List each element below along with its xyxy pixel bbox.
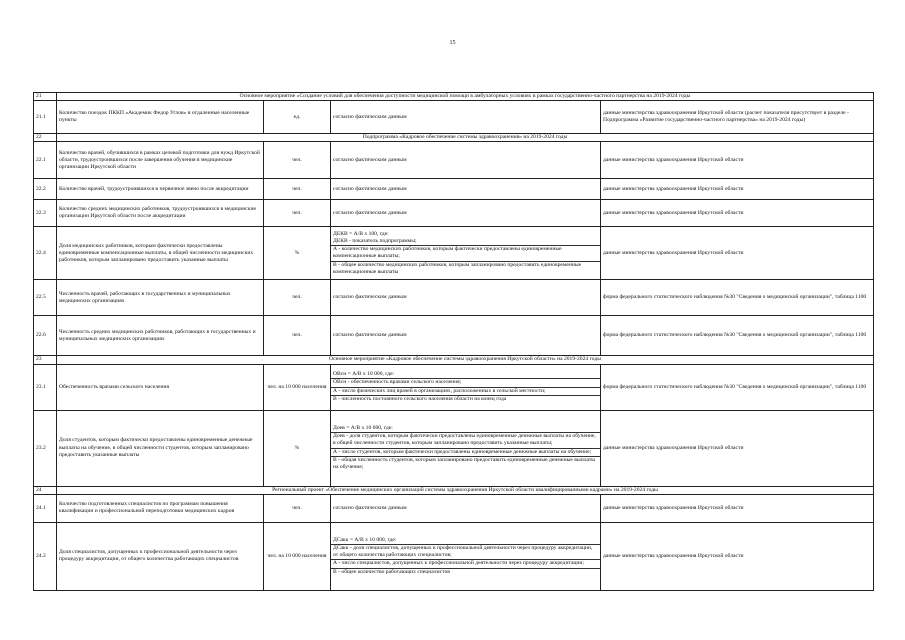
source: данные министерства здравоохранения Иркутской области: [601, 142, 874, 179]
formula-line: В - численность постоянного сельского населения области на конец года: [333, 395, 507, 402]
formula-line: ОВсн = А/В х 10 000, где:: [331, 371, 600, 379]
row-number: 22.5: [34, 280, 57, 316]
indicator-name: Количество средних медицинских работников, трудоустроившихся в медицинские организации Иркутской области после аккредитации: [57, 200, 264, 227]
formula-line: В - общее количество работающих специалистов: [333, 568, 450, 575]
source: данные министерства здравоохранения Иркутской области: [601, 227, 874, 280]
section-title: Основное мероприятие «Кадровое обеспечение системы здравоохранения Иркутской области» на 2019-2024 годы: [57, 356, 874, 364]
indicator-name: Количество подготовленных специалистов по программам повышения квалификации и профессиональной переподготовки медицинских кадров: [57, 494, 264, 522]
source: форма федерального статистического наблюдения №30 "Сведения о медицинской организации", таблица 1100: [601, 364, 874, 410]
indicator-name: Доля специалистов, допущенных к профессиональной деятельности через процедуру аккредитации, от общего количества работающих специалистов: [57, 522, 264, 590]
method: согласно фактическим данным: [331, 316, 601, 356]
unit: чел. на 10 000 населения: [264, 364, 331, 410]
unit: чел.: [264, 142, 331, 179]
row-number: 22.2: [34, 179, 57, 200]
table-row: [34, 280, 874, 316]
section-title: Основное мероприятие «Создание условий для обеспечения доступности медицинской помощи в амбулаторных условиях в рамках государственно-частного партнерства на 2019-2024 годы: [57, 93, 874, 101]
formula-line: А - число студентов, которым фактически предоставлены единовременные денежные выплаты на обучение;: [331, 449, 600, 457]
formula-line: А - количество медицинских работников, которым фактически предоставлены единовременные компенсационные выплаты;: [331, 246, 600, 261]
formula-line: В - общее количество медицинских работников, которым запланировано предоставить единовременные компенсационные выплаты: [333, 261, 582, 275]
section-row: [34, 134, 874, 142]
indicator-name: Количество поездок ПККП «Академик Федор Углов» в отдаленные населенные пункты: [57, 101, 264, 134]
method: согласно фактическим данным: [331, 280, 601, 316]
table-row: [34, 179, 874, 200]
row-number: 23: [34, 356, 57, 364]
row-number: 22.4: [34, 227, 57, 280]
table-row: [34, 227, 874, 280]
source: данные министерства здравоохранения Иркутской области: [601, 494, 874, 522]
section-row: [34, 356, 874, 364]
section-row: [34, 486, 874, 494]
table-row: [34, 410, 874, 486]
formula-line: А - число специалистов, допущенных к профессиональной деятельности через процедуру аккредитации;: [331, 560, 600, 568]
indicator-name: Численность средних медицинских работников, работающих в государственных и муниципальных медицинских организациях: [57, 316, 264, 356]
unit: чел.: [264, 494, 331, 522]
unit: чел. на 10 000 населения: [264, 522, 331, 590]
row-number: 21.1: [34, 101, 57, 134]
row-number: 23.2: [34, 410, 57, 486]
method: [331, 364, 601, 410]
table-row: [34, 200, 874, 227]
method: согласно фактическим данным: [331, 200, 601, 227]
method: [331, 522, 601, 590]
source: данные министерства здравоохранения Иркутской области: [601, 179, 874, 200]
method: согласно фактическим данным: [331, 494, 601, 522]
unit: %: [264, 227, 331, 280]
method: согласно фактическим данным: [331, 179, 601, 200]
row-number: 24: [34, 486, 57, 494]
unit: чел.: [264, 200, 331, 227]
formula-line: ОВсн - обеспеченность врачами сельского населения;: [331, 379, 600, 387]
formula-line: ДЕКВ = А/В х 100, где:: [333, 230, 389, 237]
method: [331, 227, 601, 280]
table-row: [34, 494, 874, 522]
formula-line: ДСакк = А/В х 10 000, где:: [331, 537, 600, 545]
formula-line: В - общая численность студентов, которым запланировано предоставить единовременные денежные выплаты на обучение;: [333, 456, 596, 471]
section-row: [34, 93, 874, 101]
row-number: 22.1: [34, 142, 57, 179]
indicator-name: Доля студентов, которым фактически предоставлены единовременные денежные выплаты на обучение, в общей численности студентов, которым запланировано предоставить указанные выплаты: [57, 410, 264, 486]
formula-line: Доев - доля студентов, которым фактически предоставлены единовременные денежные выплаты на обучение, в общей численности студентов, которым запланировано предоставить указанные выплаты;: [331, 433, 600, 448]
table-row: [34, 316, 874, 356]
source: форма федерального статистического наблюдения №30 "Сведения о медицинской организации", таблица 1100: [601, 316, 874, 356]
formula-line: ДЕКВ - показатель подпрограммы;: [331, 238, 600, 246]
indicator-name: Доля медицинских работников, которым фактически предоставлены единовременные компенсационные выплаты, в общей численности медицинских работников, которым запланировано предоставить указанные выплаты: [57, 227, 264, 280]
unit: чел.: [264, 316, 331, 356]
source: форма федерального статистического наблюдения №30 "Сведения о медицинской организации", таблица 1100: [601, 280, 874, 316]
unit: чел.: [264, 280, 331, 316]
indicator-name: Количество врачей, обучившихся в рамках целевой подготовки для нужд Иркутской области, трудоустроившихся после завершения обучения в медицинские организации Иркутской области: [57, 142, 264, 179]
indicator-name: Численность врачей, работающих в государственных и муниципальных медицинских организациях: [57, 280, 264, 316]
indicator-name: Количество врачей, трудоустроившихся в первичное звено после аккредитации: [57, 179, 264, 200]
source: данные министерства здравоохранения Иркутской области: [601, 522, 874, 590]
formula-line: Доев = А/В х 10 000, где:: [331, 425, 600, 433]
formula-line: ДСакк - доля специалистов, допущенных к профессиональной деятельности через процедуру аккредитации, от общего количества работающих специалистов;: [331, 545, 600, 560]
table-row: [34, 101, 874, 134]
row-number: 22: [34, 134, 57, 142]
method: согласно фактическим данным: [331, 142, 601, 179]
row-number: 24.1: [34, 494, 57, 522]
row-number: 22.3: [34, 200, 57, 227]
indicators-table: [33, 92, 874, 591]
method: [331, 410, 601, 486]
source: данные министерства здравоохранения Иркутской области (расчет показателя присутствует в разделе - Подпрограмма «Развитие государственно-частного партнерства» на 2019-2024 годы): [601, 101, 874, 134]
unit: ед.: [264, 101, 331, 134]
indicator-name: Обеспеченность врачами сельского населения: [57, 364, 264, 410]
row-number: 24.2: [34, 522, 57, 590]
row-number: 23.1: [34, 364, 57, 410]
source: данные министерства здравоохранения Иркутской области: [601, 410, 874, 486]
row-number: 21: [34, 93, 57, 101]
section-title: Подпрограмма «Кадровое обеспечение системы здравоохранения» на 2019-2024 годы: [57, 134, 874, 142]
table-row: [34, 142, 874, 179]
table-row: [34, 522, 874, 590]
unit: чел.: [264, 179, 331, 200]
table-row: [34, 364, 874, 410]
method: согласно фактическим данным: [331, 101, 601, 134]
page-number: 15: [449, 40, 456, 46]
unit: %: [264, 410, 331, 486]
row-number: 22.6: [34, 316, 57, 356]
formula-line: А - число физических лиц врачей в организациях, расположенных в сельской местности;: [331, 388, 600, 396]
section-title: Региональный проект «Обеспечение медицинских организаций системы здравоохранения Иркутской области квалифицированными кадрами» на 2019-2024 годы: [57, 486, 874, 494]
source: данные министерства здравоохранения Иркутской области: [601, 200, 874, 227]
